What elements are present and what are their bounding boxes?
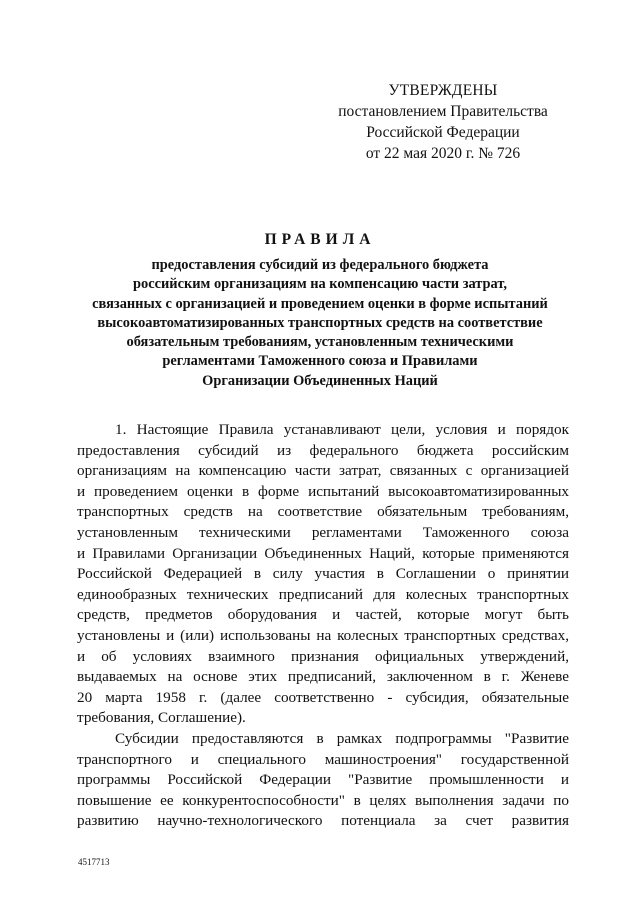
body-line: транспортного и специального машиностроения" государственной [77, 750, 569, 768]
document-title: ПРАВИЛА [264, 231, 376, 248]
body-line: 1. Настоящие Правила устанавливают цели, условия и порядок [115, 421, 569, 438]
body-line: предоставления субсидий из федерального бюджета российским [77, 441, 569, 459]
body-line: 20 марта 1958 г. (далее соответственно - субсидия, обязательные [77, 688, 569, 706]
body-line: выдаваемых на основе этих предписаний, заключенном в г. Женеве [77, 668, 569, 686]
paragraph-1 [77, 420, 569, 729]
approval-stamp [318, 80, 568, 164]
subtitle-line: Организации Объединенных Наций [202, 372, 438, 389]
body-line: установленным техническими регламентами Таможенного союза [77, 523, 569, 541]
body-line: и проведением оценки в форме испытаний высокоавтоматизированных [77, 482, 569, 500]
body-line: установлены и (или) использованы на колесных транспортных средствах, [77, 626, 569, 644]
body-line: и об условиях взаимного признания официальных утверждений, [77, 647, 569, 665]
body-line: программы Российской Федерации "Развитие промышленности и [77, 771, 569, 789]
paragraph-2 [77, 729, 569, 832]
subtitle-line: регламентами Таможенного союза и Правилами [162, 353, 478, 370]
subtitle-line: высокоавтоматизированных транспортных средств на соответствие [97, 314, 543, 331]
body-line: требования, Соглашение). [77, 709, 246, 727]
document-subtitle [60, 256, 580, 391]
subtitle-line: российским организациям на компенсацию части затрат, [133, 276, 507, 293]
subtitle-line: предоставления субсидий из федерального бюджета [151, 257, 489, 273]
body-line: и Правилами Организации Объединенных Наций, которые применяются [77, 544, 569, 562]
body-line: транспортных средств на соответствие обязательным требованиям, [77, 503, 569, 521]
approval-org: Российской Федерации [366, 124, 520, 141]
body-line: повышение ее конкурентоспособности" в целях выполнения задачи по [77, 791, 569, 809]
body-line: единообразных технических предписаний для колесных транспортных [77, 585, 569, 603]
body-line: Субсидии предоставляются в рамках подпрограммы "Развитие [115, 729, 569, 747]
body-line: развитию научно-технологического потенциала за счет развития [77, 812, 569, 830]
approval-date-number: от 22 мая 2020 г. № 726 [365, 145, 521, 162]
subtitle-line: связанных с организацией и проведением оценки в форме испытаний [92, 295, 548, 312]
approval-heading: УТВЕРЖДЕНЫ [388, 82, 498, 99]
body-line: организациям на компенсацию части затрат, связанных с организацией [77, 462, 569, 480]
body-line: средств, предметов оборудования и частей, которые могут быть [77, 606, 569, 624]
approval-by: постановлением Правительства [338, 103, 548, 120]
subtitle-line: обязательным требованиям, установленным техническими [126, 334, 514, 351]
document-body [77, 420, 569, 832]
body-line: Российской Федерацией в силу участия в Соглашении о принятии [77, 565, 569, 583]
footer-document-code: 4517713 [78, 857, 110, 867]
